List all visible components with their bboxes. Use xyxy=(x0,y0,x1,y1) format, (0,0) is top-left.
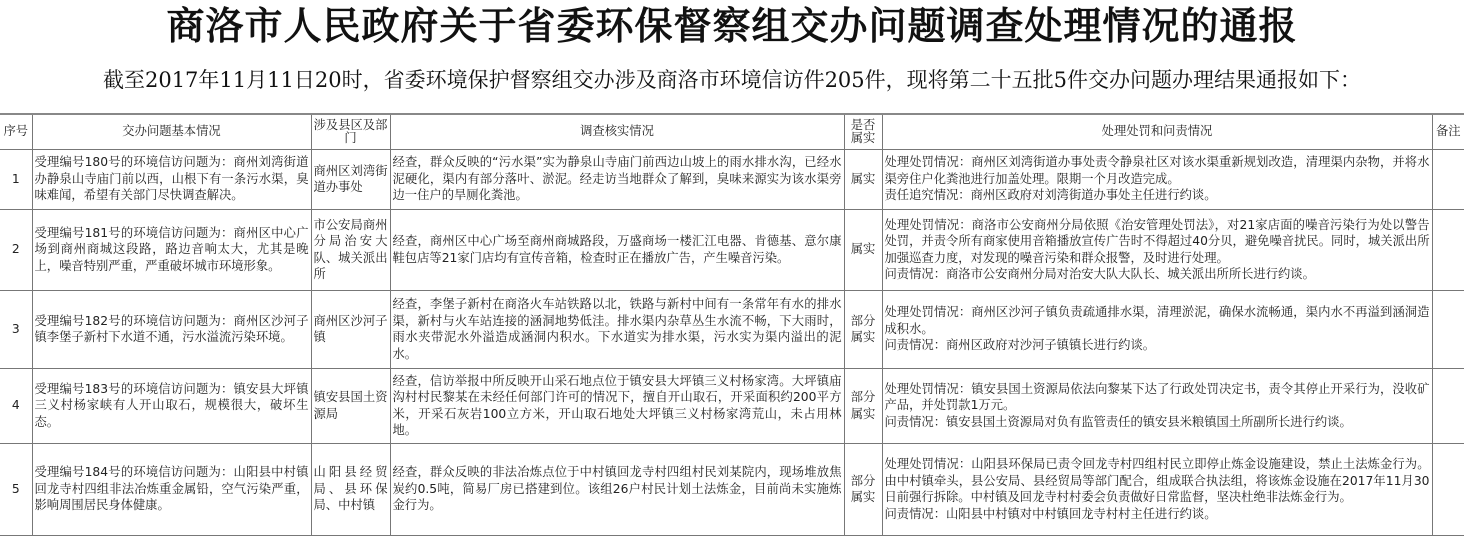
row-number: 4 xyxy=(0,368,32,443)
accountability-text: 责任追究情况：商州区政府对刘湾街道办事处主任进行约谈。 xyxy=(884,188,1217,203)
row-number: 3 xyxy=(0,290,32,368)
handling-accountability xyxy=(882,443,1432,535)
remark xyxy=(1432,209,1464,290)
table-header-row xyxy=(0,114,1464,149)
handling-accountability xyxy=(882,209,1432,290)
involved-department: 商州区沙河子镇 xyxy=(311,290,390,368)
penalty-text: 处理处罚情况：商州区沙河子镇负责疏通排水渠，清理淤泥，确保水流畅通，渠内水不再溢到涵洞造成积水。 xyxy=(884,305,1430,336)
issue-description: 受理编号183号的环境信访问题为：镇安县大坪镇三义村杨家峡有人开山取石，规模很大，破坏生态。 xyxy=(32,368,311,443)
row-number: 1 xyxy=(0,149,32,209)
penalty-text: 处理处罚情况：商州区刘湾街道办事处责令静泉社区对该水渠重新规划改造，清理渠内杂物，并将水渠旁住户化粪池进行加盖处理。限期一个月改造完成。 xyxy=(884,155,1430,186)
remark xyxy=(1432,290,1464,368)
table-row xyxy=(0,368,1464,443)
investigation-finding: 经查，商州区中心广场至商州商城路段，万盛商场一楼汇江电器、肯德基、意尔康鞋包店等21家门店均有宣传音箱，检查时正在播放广告，产生噪音污染。 xyxy=(390,209,844,290)
accountability-text: 问责情况：商州区政府对沙河子镇镇长进行约谈。 xyxy=(884,338,1156,353)
involved-department: 市公安局商州分局治安大队、城关派出所 xyxy=(311,209,390,290)
table-row xyxy=(0,149,1464,209)
issue-description: 受理编号184号的环境信访问题为：山阳县中村镇回龙寺村四组非法冶炼重金属铅，空气污染严重，影响周围居民身体健康。 xyxy=(32,443,311,535)
involved-department: 山阳县经贸局、县环保局、中村镇 xyxy=(311,443,390,535)
investigation-finding: 经查，信访举报中所反映开山采石地点位于镇安县大坪镇三义村杨家湾。大坪镇庙沟村村民黎某在未经任何部门许可的情况下，擅自开山取石，开采面积约200平方米，开采石灰岩100立方米，开山取石地处大坪镇三义村杨家湾荒山，未占用林地。 xyxy=(390,368,844,443)
handling-accountability xyxy=(882,290,1432,368)
report-table xyxy=(0,113,1464,536)
involved-department: 镇安县国土资源局 xyxy=(311,368,390,443)
header-finding: 调查核实情况 xyxy=(390,114,844,149)
issue-description: 受理编号182号的环境信访问题为：商州区沙河子镇李堡子新村下水道不通，污水溢流污染环境。 xyxy=(32,290,311,368)
issue-description: 受理编号181号的环境信访问题为：商州区中心广场到商州商城这段路，路边音响太大，尤其是晚上，噪音特别严重，严重破坏城市环境形象。 xyxy=(32,209,311,290)
header-issue: 交办问题基本情况 xyxy=(32,114,311,149)
table-row xyxy=(0,209,1464,290)
row-number: 2 xyxy=(0,209,32,290)
page-title: 商洛市人民政府关于省委环保督察组交办问题调查处理情况的通报 xyxy=(166,4,1298,48)
table-row xyxy=(0,290,1464,368)
involved-department: 商州区刘湾街道办事处 xyxy=(311,149,390,209)
row-number: 5 xyxy=(0,443,32,535)
penalty-text: 处理处罚情况：商洛市公安商州分局依照《治安管理处罚法》，对21家店面的噪音污染行为处以警告处罚，并责令所有商家使用音箱播放宣传广告时不得超过40分贝，避免噪音扰民。同时，城关派出所加强巡查力度，对发现的噪音污染和群众报警，及时进行处理。 xyxy=(884,217,1430,265)
header-no: 序号 xyxy=(0,114,32,149)
accountability-text: 问责情况：镇安县国土资源局对负有监管责任的镇安县米粮镇国土所副所长进行约谈。 xyxy=(884,414,1352,429)
remark xyxy=(1432,443,1464,535)
accountability-text: 问责情况：商洛市公安商州分局对治安大队大队长、城关派出所所长进行约谈。 xyxy=(884,267,1315,281)
remark xyxy=(1432,149,1464,209)
verified-status: 部分属实 xyxy=(844,443,882,535)
table-row xyxy=(0,443,1464,535)
verified-status: 属实 xyxy=(844,149,882,209)
verified-status: 部分属实 xyxy=(844,368,882,443)
handling-accountability xyxy=(882,368,1432,443)
investigation-finding: 经查，群众反映的“污水渠”实为静泉山寺庙门前西边山坡上的雨水排水沟，已经水泥硬化，渠内有部分落叶、淤泥。经走访当地群众了解到，臭味来源实为该水渠旁边一住户的旱厕化粪池。 xyxy=(390,149,844,209)
header-handling: 处理处罚和问责情况 xyxy=(882,114,1432,149)
investigation-finding: 经查，群众反映的非法冶炼点位于中村镇回龙寺村四组村民刘某院内，现场堆放焦炭约0.5吨，简易厂房已搭建到位。该组26户村民计划土法炼金，目前尚未实施炼金行为。 xyxy=(390,443,844,535)
subtitle: 截至2017年11月11日20时，省委环境保护督察组交办涉及商洛市环境信访件205件，现将第二十五批5件交办问题办理结果通报如下： xyxy=(102,68,1362,92)
accountability-text: 问责情况：山阳县中村镇对中村镇回龙寺村村主任进行约谈。 xyxy=(884,506,1217,521)
remark xyxy=(1432,368,1464,443)
investigation-finding: 经查，李堡子新村在商洛火车站铁路以北，铁路与新村中间有一条常年有水的排水渠，新村与火车站连接的涵洞地势低洼。排水渠内杂草丛生水流不畅，下大雨时，雨水夹带泥水外溢造成涵洞内积水。下水道实为排水渠，污水实为渠内溢出的泥水。 xyxy=(390,290,844,368)
penalty-text: 处理处罚情况：山阳县环保局已责令回龙寺村四组村民立即停止炼金设施建设，禁止土法炼金行为。由中村镇牵头，县公安局、县经贸局等部门配合，组成联合执法组，将该炼金设施在2017年11月30日前强行拆除。中村镇及回龙寺村村委会负责做好日常监督，坚决杜绝非法炼金行为。 xyxy=(884,457,1430,504)
penalty-text: 处理处罚情况：镇安县国土资源局依法向黎某下达了行政处罚决定书，责令其停止开采行为，没收矿产品，并处罚款1万元。 xyxy=(884,381,1430,413)
header-dept: 涉及县区及部门 xyxy=(311,114,390,149)
header-verified: 是否属实 xyxy=(844,114,882,149)
handling-accountability xyxy=(882,149,1432,209)
issue-description: 受理编号180号的环境信访问题为：商州刘湾街道办静泉山寺庙门前以西，山根下有一条污水渠，臭味难闻，希望有关部门尽快调查解决。 xyxy=(32,149,311,209)
verified-status: 部分属实 xyxy=(844,290,882,368)
header-remark: 备注 xyxy=(1432,114,1464,149)
verified-status: 属实 xyxy=(844,209,882,290)
